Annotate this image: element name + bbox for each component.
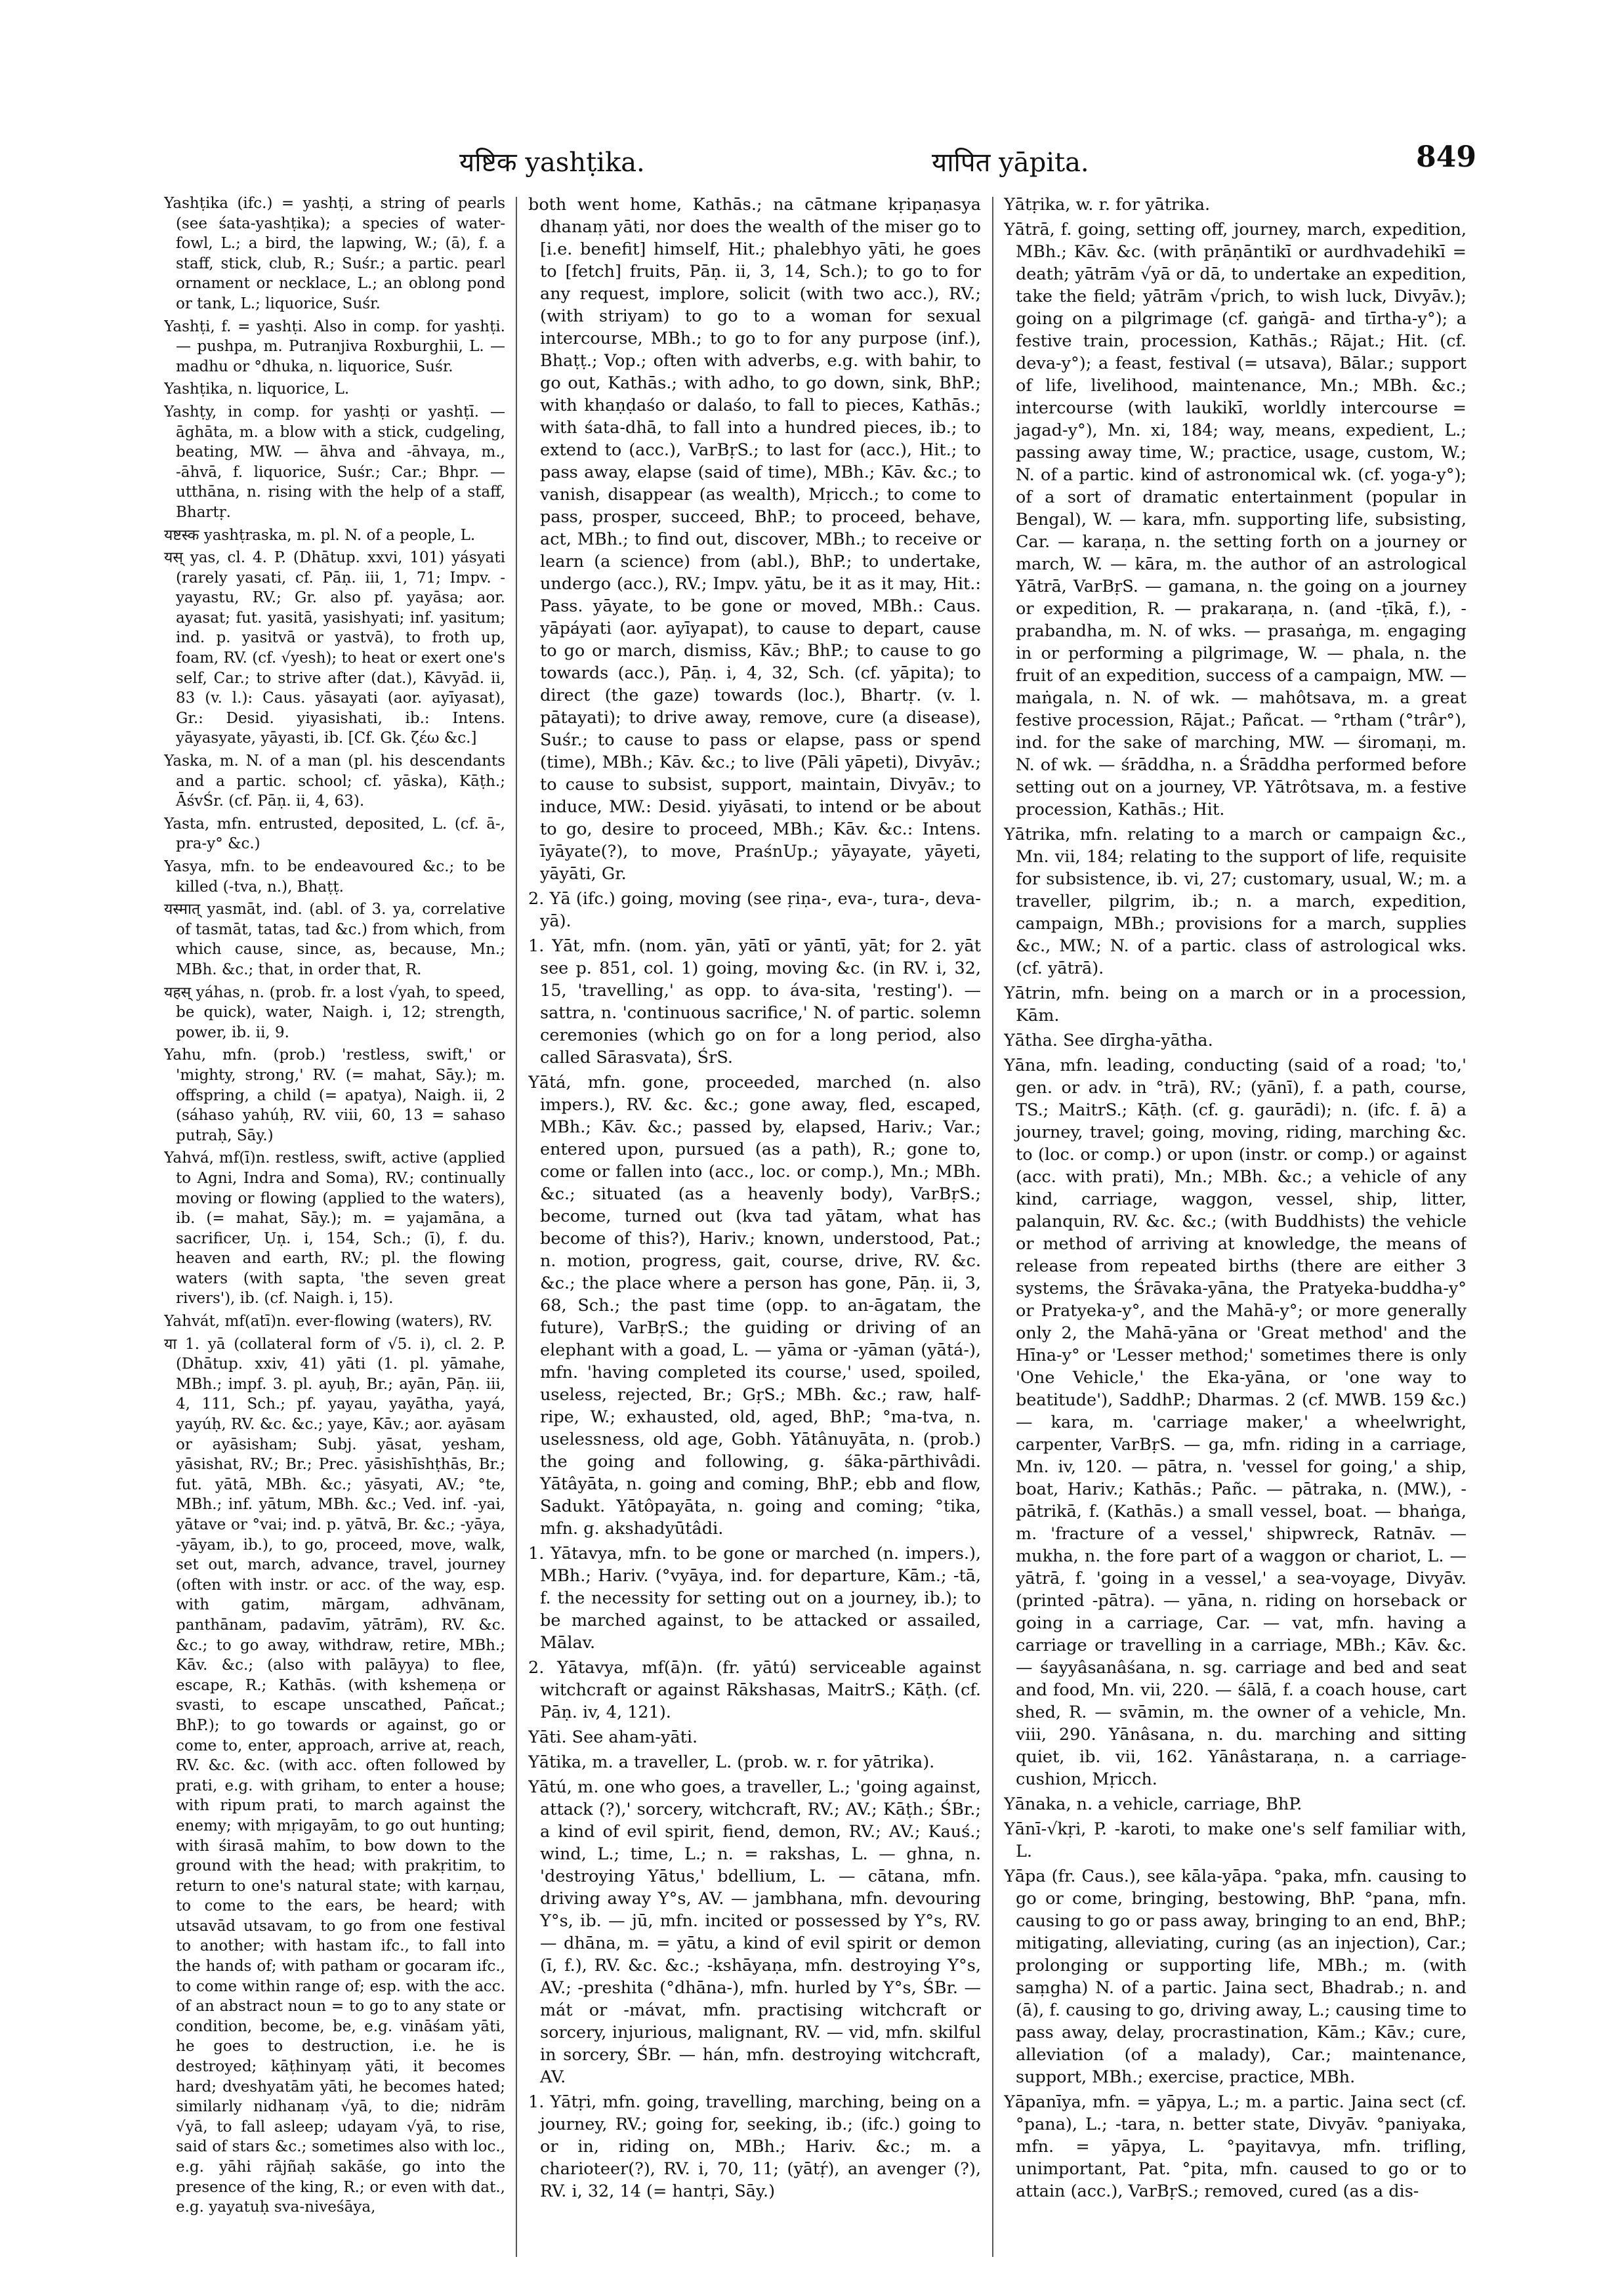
dictionary-entry: Yānī-√kṛi, P. -karoti, to make one's self familiar with, L. — [1004, 1819, 1467, 1861]
dictionary-entry: Yāti. See aham-yāti. — [528, 1727, 698, 1747]
dictionary-entry: Yātrika, mfn. relating to a march or campaign &c., Mn. vii, 184; relating to the support of life, requisite for subsistence, ib. vi, 27; customary, usual, W.; m. a traveller, pilgrim, ib.; n. a march, expedition, campaign, MBh.; provisions for a march, supplies &c., MW.; N. of a partic. class of astrological wks. (cf. yātrā). — [1004, 825, 1467, 978]
dictionary-entry: Yāpanīya, mfn. = yāpya, L.; m. a partic. Jaina sect (cf. °pana), L.; -tara, n. better state, Divyāv. °paniyaka, mfn. = yāpya, L. °payitavya, mfn. trifling, unimportant, Pat. °pita, mfn. caused to go or to attain (acc.), VarBṛS.; removed, cured (as a dis- — [1004, 2092, 1467, 2201]
column-rule — [516, 197, 517, 2257]
dictionary-entry: 1. Yāt, mfn. (nom. yān, yātī or yāntī, yāt; for 2. yāt see p. 851, col. 1) going, moving &c. (in RV. i, 32, 15, 'travelling,' as opp. to áva-sita, 'resting'). — sattra, n. 'continuous sacrifice,' N. of partic. solemn ceremonies (which go on for a long period, also called Sārasvata), ŚrS. — [528, 936, 981, 1067]
dictionary-entry: Yātrin, mfn. being on a march or in a procession, Kām. — [1004, 983, 1467, 1025]
column-1 — [164, 194, 505, 2260]
dictionary-entry: Yātrā, f. going, setting off, journey, march, expedition, MBh.; Kāv. &c. (with prāṇāntikī or aurdhvadehikī = death; yātrām √yā or dā, to undertake an expedition, take the field; yātrām √prich, to wish luck, Divyāv.); going on a pilgrimage (cf. gaṅgā- and tīrtha-y°); a festive train, procession, Kathās.; Rājat.; Hit. (cf. deva-y°); a feast, festival (= utsava), Bālar.; support of life, livelihood, maintenance, Mn.; MBh. &c.; intercourse (with laukikī, worldly intercourse = jagad-y°), Mn. xi, 184; way, means, expedient, L.; passing away time, W.; practice, usage, custom, W.; N. of a partic. kind of astronomical wk. (cf. yoga-y°); of a sort of dramatic entertainment (popular in Bengal), W. — kara, mfn. supporting life, subsisting, Car. — karaṇa, n. the setting forth on a journey or march, W. — kāra, m. the author of an astrological Yātrā, VarBṛS. — gamana, n. the going on a journey or expedition, R. — prakaraṇa, n. (and -ṭīkā, f.), -prabandha, m. N. of wks. — prasaṅga, m. engaging in or performing a pilgrimage, W. — phala, n. the fruit of an expedition, success of a campaign, MW. — maṅgala, n. N. of wk. — mahôtsava, m. a great festive procession, Rājat.; Pañcat. — °rtham (°trâr°), ind. for the sake of marching, MW. — śiromaṇi, m. N. of wk. — śrāddha, n. a Śrāddha performed before setting out on a journey, VP. Yātrôtsava, m. a festive procession, Kathās.; Hit. — [1004, 220, 1467, 819]
dictionary-entry: Yātika, m. a traveller, L. (prob. w. r. for yātrika). — [528, 1752, 935, 1772]
dictionary-entry: Yānaka, n. a vehicle, carriage, BhP. — [1004, 1794, 1302, 1814]
dictionary-entry: both went home, Kathās.; na cātmane kṛipaṇasya dhanaṃ yāti, nor does the wealth of the miser go to [i.e. benefit] himself, Hit.; phalebhyo yāti, he goes to [fetch] fruits, Pāṇ. ii, 3, 14, Sch.); to go to for any request, implore, solicit (with two acc.), RV.; (with striyam) to go to a woman for sexual intercourse, MBh.; to go to for any purpose (inf.), Bhaṭṭ.; Vop.; often with adverbs, e.g. with bahir, to go out, Kathās.; with adho, to go down, sink, BhP.; with khaṇḍaśo or dalaśo, to fall to pieces, Kathās.; with śata-dhā, to fall into a hundred pieces, ib.; to extend to (acc.), VarBṛS.; to last for (acc.), Hit.; to pass away, elapse (said of time), MBh.; Kāv. &c.; to vanish, disappear (as wealth), Mṛicch.; to come to pass, prosper, succeed, BhP.; to proceed, behave, act, MBh.; to find out, discover, MBh.; to receive or learn (a science) from (abl.), BhP.; to undertake, undergo (acc.), RV.; Impv. yātu, be it as it may, Hit.: Pass. yāyate, to be gone or moved, MBh.: Caus. yāpáyati (aor. ayīyapat), to cause to depart, cause to go or march, dismiss, Kāv.; BhP.; to cause to go towards (acc.), Pāṇ. i, 4, 32, Sch. (cf. yāpita); to direct (the gaze) towards (loc.), Bhartṛ. (v. l. pātayati); to drive away, remove, cure (a disease), Suśr.; to cause to pass or elapse, pass or spend (time), MBh.; Kāv. &c.; to live (Pāli yāpeti), Divyāv.; to cause to subsist, support, maintain, Divyāv.; to induce, MW.: Desid. yiyāsati, to intend or be about to go, desire to proceed, MBh.; Kāv. &c.: Intens. īyāyate(?), to move, PraśnUp.; yāyayate, yāyeti, yāyāti, Gr. — [528, 195, 981, 884]
dictionary-entry: यष्टस्क yashṭraska, m. pl. N. of a people, L. — [164, 526, 476, 544]
dictionary-entry: Yātú, m. one who goes, a traveller, L.; 'going against, attack (?),' sorcery, witchcraft, RV.; AV.; Kāṭh.; ŚBr.; a kind of evil spirit, fiend, demon, RV.; AV.; Kauś.; wind, L.; time, L.; n. = rakshas, L. — ghna, n. 'destroying Yātus,' bdellium, L. — cātana, mfn. driving away Y°s, AV. — jambhana, mfn. devouring Y°s, ib. — jū, mfn. incited or possessed by Y°s, RV. — dhāna, m. = yātu, a kind of evil spirit or demon (ī, f.), RV. &c. &c.; -kshāyaṇa, mfn. destroying Y°s, AV.; -preshita (°dhāna-), mfn. hurled by Y°s, ŚBr. — mát or -mávat, mfn. practising witchcraft or sorcery, injurious, malignant, RV. — vid, mfn. skilful in sorcery, ŚBr. — hán, mfn. destroying witchcraft, AV. — [528, 1777, 981, 2087]
dictionary-entry: 1. Yātṛi, mfn. going, travelling, marching, being on a journey, RV.; going for, seeking, ib.; (ifc.) going to or in, riding on, MBh.; Hariv. &c.; m. a charioteer(?), RV. i, 70, 11; (yātṛ́), an avenger (?), RV. i, 32, 14 (= hantṛi, Sāy.) — [528, 2092, 981, 2201]
dictionary-entry: Yashṭika (ifc.) = yashṭi, a string of pearls (see śata-yashṭika); a species of water-fowl, L.; a bird, the lapwing, W.; (ā), f. a staff, stick, club, R.; Suśr.; a partic. pearl ornament or necklace, L.; an oblong pond or tank, L.; liquorice, Suśr. — [164, 195, 505, 312]
dictionary-entry: यस् yas, cl. 4. P. (Dhātup. xxvi, 101) yásyati (rarely yasati, cf. Pāṇ. iii, 1, 71; Impv. -yayastu, RV.; Gr. also pf. yayāsa; aor. ayasat; fut. yasitā, yasishyati; inf. yasitum; ind. p. yasitvā or yastvā), to froth up, foam, RV. (cf. √yesh); to heat or exert one's self, Car.; to strive after (dat.), Kāvyād. ii, 83 (v. l.): Caus. yāsayati (aor. ayīyasat), Gr.: Desid. yiyasishati, ib.: Intens. yāyasyate, yāyasti, ib. [Cf. Gk. ζέω &c.] — [164, 549, 505, 747]
dictionary-entry: Yahu, mfn. (prob.) 'restless, swift,' or 'mighty, strong,' RV. (= mahat, Sāy.); m. offspring, a child (= apatya), Naigh. ii, 2 (sáhaso yahúḥ, RV. viii, 60, 13 = sahaso putraḥ, Sāy.) — [164, 1046, 505, 1144]
dictionary-entry: Yaska, m. N. of a man (pl. his descendants and a partic. school; cf. yāska), Kāṭh.; ĀśvŚr. (cf. Pāṇ. ii, 4, 63). — [164, 753, 505, 810]
dictionary-entry: यस्मात् yasmāt, ind. (abl. of 3. ya, correlative of tasmāt, tatas, tad &c.) from which, from which cause, since, as, because, Mn.; MBh. &c.; that, in order that, R. — [164, 901, 505, 978]
dictionary-entry: Yasya, mfn. to be endeavoured &c.; to be killed (-tva, n.), Bhaṭṭ. — [164, 858, 505, 896]
column-2 — [528, 194, 981, 2260]
dictionary-entry: 2. Yā (ifc.) going, moving (see ṛiṇa-, eva-, tura-, deva-yā). — [528, 889, 981, 931]
dictionary-entry: Yātṛika, w. r. for yātrika. — [1004, 195, 1211, 215]
page-header — [164, 140, 1476, 182]
dictionary-entry: Yāna, mfn. leading, conducting (said of a road; 'to,' gen. or adv. in °trā), RV.; (yānī), f. a path, course, TS.; MaitrS.; Kāṭh. (cf. g. gaurādi); n. (ifc. f. ā) a journey, travel; going, moving, riding, marching &c. to (loc. or comp.) or upon (instr. or comp.) or against (acc. with prati), Mn.; MBh. &c.; a vehicle of any kind, carriage, waggon, vessel, ship, litter, palanquin, RV. &c. &c.; (with Buddhists) the vehicle or method of arriving at knowledge, the means of release from repeated births (there are either 3 systems, the Śrāvaka-yāna, the Pratyeka-buddha-y° or Pratyeka-y°, and the Mahā-y°; or more generally only 2, the Mahā-yāna or 'Great method' and the Hīna-y° or 'Lesser method;' sometimes there is only 'One Vehicle,' the Eka-yāna, or 'one way to beatitude'), SaddhP.; Dharmas. 2 (cf. MWB. 159 &c.) — kara, m. 'carriage maker,' a wheelwright, carpenter, VarBṛS. — ga, mfn. riding in a carriage, Mn. iv, 120. — pātra, n. 'vessel for going,' a ship, boat, Hariv.; Kathās.; Pañc. — pātraka, n. (MW.), -pātrikā, f. (Kathās.) a small vessel, boat. — bhaṅga, m. 'fracture of a vessel,' shipwreck, Ratnāv. — mukha, n. the fore part of a waggon or chariot, L. — yātrā, f. 'going in a vessel,' a sea-voyage, Divyāv. (printed -pātra). — yāna, n. riding on horseback or going in a carriage, Car. — vat, mfn. having a carriage or travelling in a carriage, MBh.; Kāv. &c. — śayyâsanâśana, n. sg. carriage and bed and seat and food, Mn. vii, 220. — śālā, f. a coach house, cart shed, R. — svāmin, m. the owner of a vehicle, Mn. viii, 290. Yānâsana, n. du. marching and sitting quiet, ib. vii, 162. Yānâstaraṇa, n. a carriage-cushion, Mṛicch. — [1004, 1056, 1467, 1789]
dictionary-entry: Yātha. See dīrgha-yātha. — [1004, 1031, 1213, 1050]
dictionary-entry: 2. Yātavya, mf(ā)n. (fr. yātú) serviceable against witchcraft or against Rākshasas, MaitrS.; Kāṭh. (cf. Pāṇ. iv, 4, 121). — [528, 1658, 981, 1722]
dictionary-entry: Yasta, mfn. entrusted, deposited, L. (cf. ā-, pra-y° &c.) — [164, 815, 505, 853]
dictionary-entry: Yashṭika, n. liquorice, L. — [164, 381, 350, 398]
dictionary-entry: Yashṭi, f. = yashṭi. Also in comp. for yashṭi. — pushpa, m. Putranjiva Roxburghii, L. — madhu or °dhuka, n. liquorice, Suśr. — [164, 318, 505, 375]
dictionary-entry: 1. Yātavya, mfn. to be gone or marched (n. impers.), MBh.; Hariv. (°vyāya, ind. for departure, Kām.; -tā, f. the necessity for setting out on a journey, ib.); to be marched against, to be attacked or assailed, Mālav. — [528, 1544, 981, 1653]
dictionary-entry: Yāpa (fr. Caus.), see kāla-yāpa. °paka, mfn. causing to go or come, bringing, bestowing, BhP. °pana, mfn. causing to go or pass away, bringing to an end, BhP.; mitigating, alleviating, curing (as an injection), Car.; prolonging or supporting life, MBh.; m. (with saṃgha) N. of a partic. Jaina sect, Bhadrab.; n. and (ā), f. causing to go, driving away, L.; causing time to pass away, delay, procrastination, Kām.; Kāv.; cure, alleviation (of a malady), Car.; maintenance, support, MBh.; exercise, practice, MBh. — [1004, 1867, 1467, 2087]
dictionary-entry: यहस् yáhas, n. (prob. fr. a lost √yah, to speed, be quick), water, Naigh. i, 12; strength, power, ib. ii, 9. — [164, 983, 505, 1041]
dictionary-entry: Yahvát, mf(atī)n. ever-flowing (waters), RV. — [164, 1313, 493, 1331]
column-3 — [1004, 194, 1467, 2260]
column-rule — [992, 197, 993, 2257]
right-running-head: यापित yāpita. — [932, 148, 1089, 178]
dictionary-entry: Yātá, mfn. gone, proceeded, marched (n. also impers.), RV. &c. &c.; gone away, fled, escaped, MBh.; Kāv. &c.; passed by, elapsed, Hariv.; Var.; entered upon, pursued (as a path), R.; gone to, come or fallen into (acc., loc. or comp.), Mn.; MBh. &c.; situated (as a heavenly body), VarBṛS.; become, turned out (kva tad yātam, what has become of this?), Hariv.; known, understood, Pat.; n. motion, progress, gait, course, drive, RV. &c. &c.; the place where a person has gone, Pāṇ. ii, 3, 68, Sch.; the past time (opp. to an-āgatam, the future), VarBṛS.; the guiding or driving of an elephant with a goad, L. — yāma or -yāman (yātá-), mfn. 'having completed its course,' used, spoiled, useless, rejected, Br.; GṛS.; MBh. &c.; raw, half-ripe, W.; exhausted, old, aged, BhP.; °ma-tva, n. uselessness, old age, Gobh. Yātânuyāta, n. (prob.) the going and following, g. śāka-pārthivâdi. Yātâyāta, n. going and coming, BhP.; ebb and flow, Sadukt. Yātôpayāta, n. going and coming; °tika, mfn. g. akshadyūtâdi. — [528, 1073, 981, 1539]
page-number: 849 — [1416, 140, 1476, 174]
dictionary-entry: Yashṭy, in comp. for yashṭi or yashṭī. — āghāta, m. a blow with a stick, cudgeling, beating, MW. — āhva and -āhvaya, m., -āhvā, f. liquorice, Suśr.; Car.; Bhpr. — utthāna, n. rising with the help of a staff, Bhartṛ. — [164, 403, 505, 521]
dictionary-entry: या 1. yā (collateral form of √5. i), cl. 2. P. (Dhātup. xxiv, 41) yāti (1. pl. yāmahe, MBh.; impf. 3. pl. ayuḥ, Br.; ayān, Pāṇ. iii, 4, 111, Sch.; pf. yayau, yayātha, yayá, yayúḥ, RV. &c. &c.; yaye, Kāv.; aor. ayāsam or ayāsisham; Subj. yāsat, yesham, yāsishat, RV.; Br.; Prec. yāsishīshṭhās, Br.; fut. yātā, MBh. &c.; yāsyati, AV.; °te, MBh.; inf. yātum, MBh. &c.; Ved. inf. -yai, yātave or °vai; ind. p. yātvā, Br. &c.; -yāya, -yāyam, ib.), to go, proceed, move, walk, set out, march, advance, travel, journey (often with instr. or acc. of the way, esp. with gatim, mārgam, adhvānam, panthānam, padavīm, yātrām), RV. &c. &c.; to go away, withdraw, retire, MBh.; Kāv. &c.; (also with palāyya) to flee, escape, R.; Kathās. (with kshemeṇa or svasti, to escape unscathed, Pañcat.; BhP.); to go towards or against, go or come to, enter, approach, arrive at, reach, RV. &c. &c. (with acc. often followed by prati, e.g. with griham, to enter a house; with ripum prati, to march against the enemy; with mṛigayām, to go out hunting; with śirasā mahīm, to bow down to the ground with the head; with prakṛitim, to return to one's natural state; with karṇau, to come to the ears, be heard; with utsavād utsavam, to go from one festival to another; with hastam ifc., to fall into the hands of; with patham or gocaram ifc., to come within range of; esp. with the acc. of an abstract noun = to go to any state or condition, become, be, e.g. vināśam yāti, he goes to destruction, i.e. he is destroyed; kāṭhinyaṃ yāti, it becomes hard; dveshyatām yāti, he becomes hated; similarly nidhanaṃ √yā, to die; nidrām √yā, to fall asleep; udayam √yā, to rise, said of stars &c.; sometimes also with loc., e.g. yāhi rājñaḥ sakāśe, go into the presence of the king, R.; or even with dat., e.g. yayatuḥ sva-niveśāya, — [164, 1335, 505, 2216]
left-running-head: यष्टिक yashṭika. — [459, 148, 645, 178]
dictionary-entry: Yahvá, mf(ī)n. restless, swift, active (applied to Agni, Indra and Soma), RV.; continually moving or flowing (applied to the waters), ib. (= mahat, Sāy.); m. = yajamāna, a sacrificer, Uṇ. i, 154, Sch.; (ī), f. du. heaven and earth, RV.; pl. the flowing waters (with sapta, 'the seven great rivers'), ib. (cf. Naigh. i, 15). — [164, 1149, 505, 1308]
